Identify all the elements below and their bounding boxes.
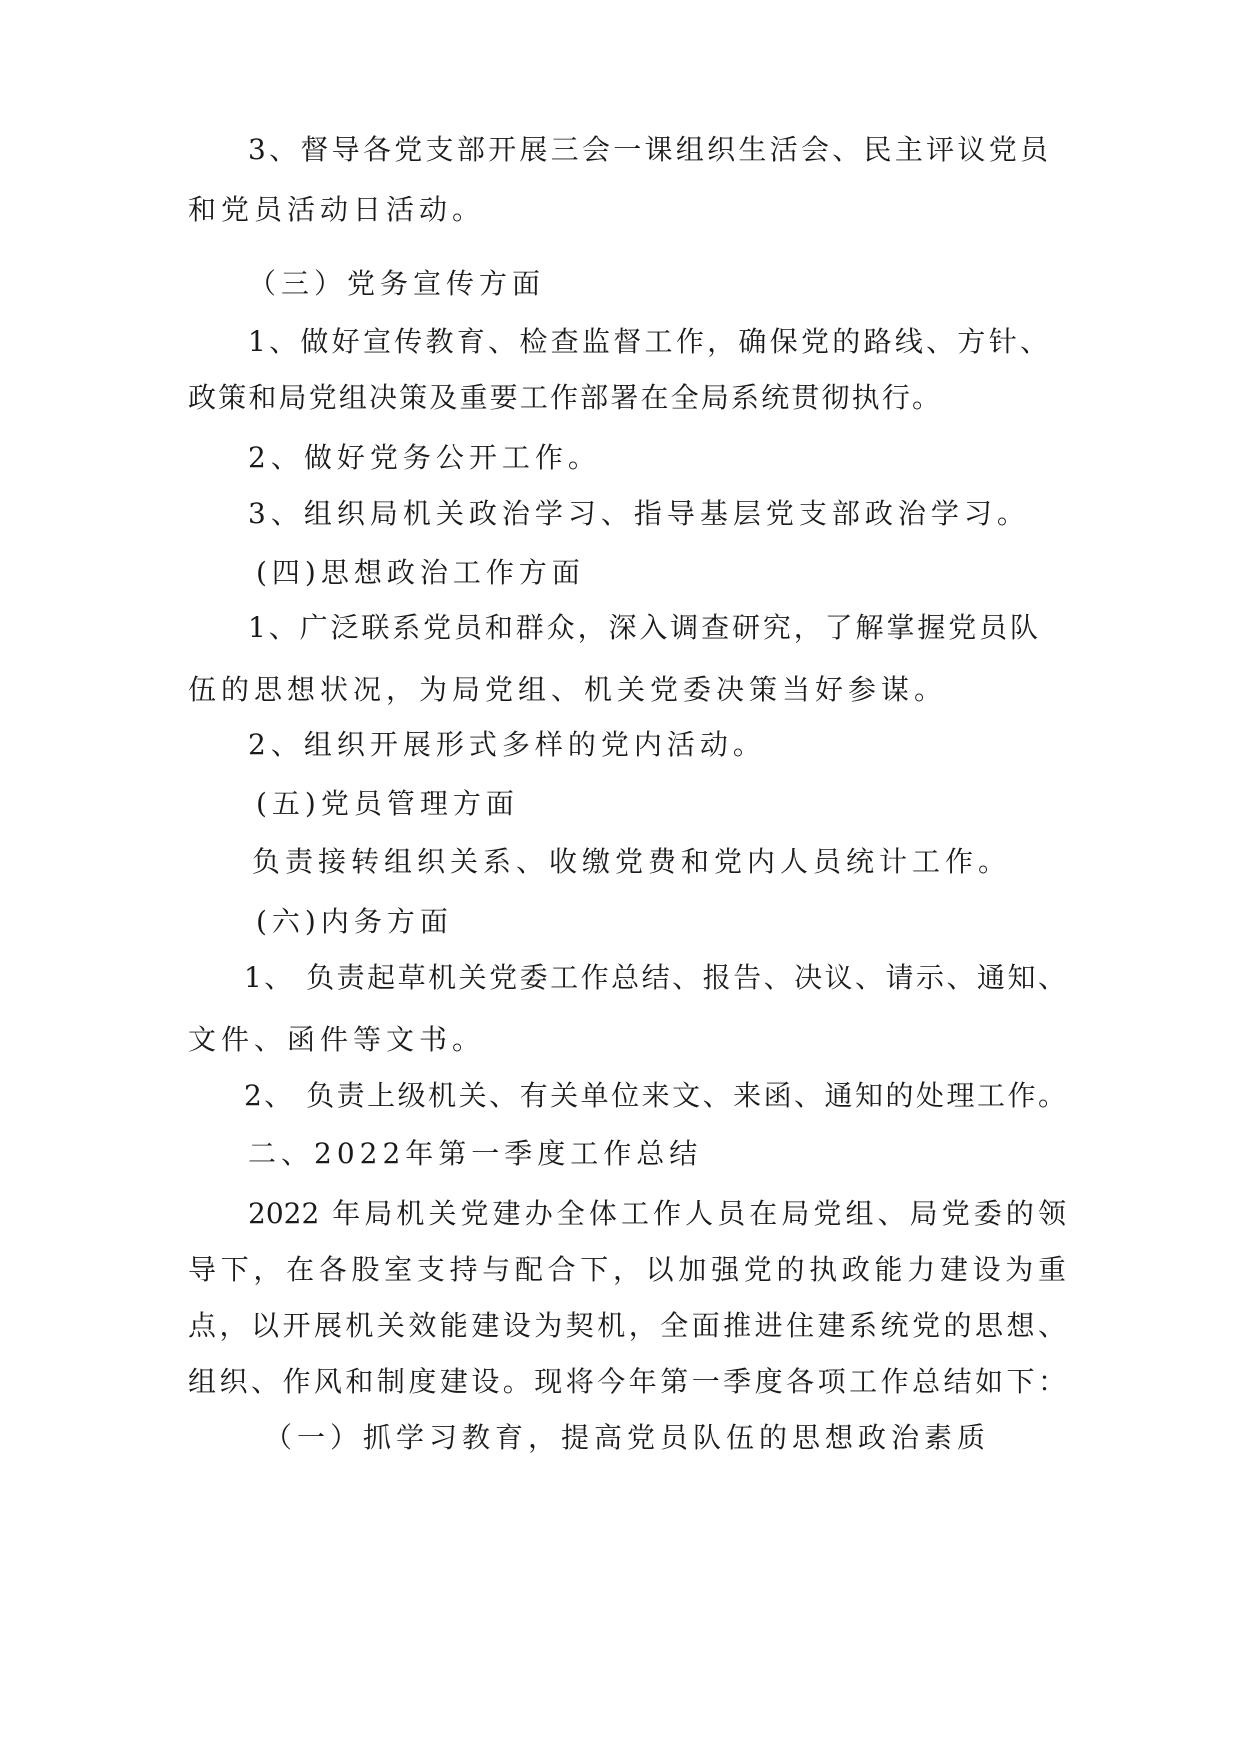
paragraph-line: 伍的思想状况，为局党组、机关党委决策当好参谋。 <box>188 673 948 706</box>
paragraph-line: 组织、作风和制度建设。现将今年第一季度各项工作总结如下： <box>188 1365 1066 1398</box>
paragraph-line: 负责接转组织关系、收缴党费和党内人员统计工作。 <box>252 845 1012 878</box>
paragraph-line: 导下，在各股室支持与配合下，以加强党的执政能力建设为重 <box>188 1253 1066 1286</box>
paragraph-line: 政策和局党组决策及重要工作部署在全局系统贯彻执行。 <box>188 381 940 414</box>
section-heading: (四)思想政治工作方面 <box>256 556 585 589</box>
paragraph-line: 3、督导各党支部开展三会一课组织生活会、民主评议党员 <box>248 133 1048 166</box>
paragraph-line: 1、做好宣传教育、检查监督工作，确保党的路线、方针、 <box>248 325 1048 358</box>
paragraph-line: 2、 负责上级机关、有关单位来文、来函、通知的处理工作。 <box>244 1079 1066 1112</box>
paragraph-line: 3、组织局机关政治学习、指导基层党支部政治学习。 <box>248 497 1030 530</box>
paragraph-line: 和党员活动日活动。 <box>188 193 486 226</box>
paragraph-line: 2、做好党务公开工作。 <box>248 441 601 474</box>
paragraph-line: 2、组织开展形式多样的党内活动。 <box>248 728 766 761</box>
paragraph-line: 点，以开展机关效能建设为契机，全面推进住建系统党的思想、 <box>188 1309 1066 1342</box>
paragraph-line: 1、 负责起草机关党委工作总结、报告、决议、请示、通知、 <box>244 961 1066 994</box>
section-heading: 二、2022年第一季度工作总结 <box>248 1137 703 1170</box>
section-heading: (五)党员管理方面 <box>256 787 519 820</box>
paragraph-line: 文件、函件等文书。 <box>188 1023 486 1056</box>
paragraph-line: 2022 年局机关党建办全体工作人员在局党组、局党委的领 <box>248 1197 1066 1230</box>
section-heading: (六)内务方面 <box>256 905 453 938</box>
section-heading: （一）抓学习教育，提高党员队伍的思想政治素质 <box>264 1421 991 1454</box>
section-heading: （三）党务宣传方面 <box>248 267 546 300</box>
paragraph-line: 1、广泛联系党员和群众，深入调查研究，了解掌握党员队 <box>248 611 1038 644</box>
